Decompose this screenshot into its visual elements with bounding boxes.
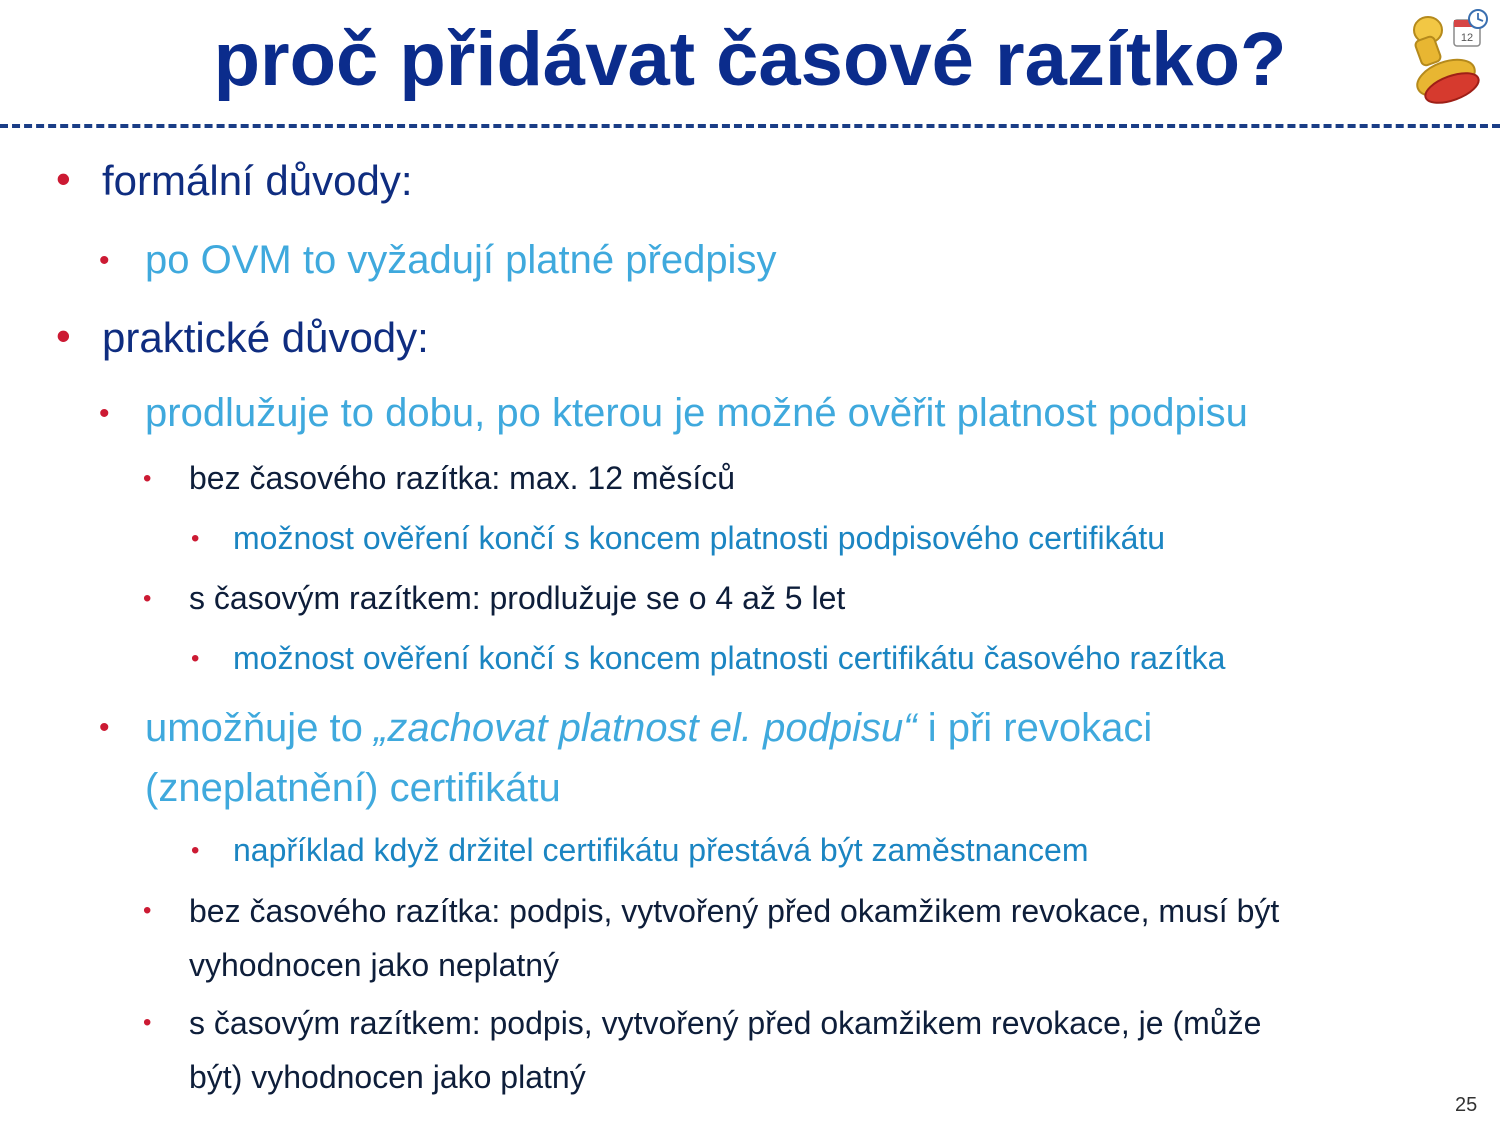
bullet-text: formální důvody: [102,157,413,204]
bullet-without-timestamp-12m [143,460,736,497]
bullet-text-emphasis: „zachovat platnost el. podpisu“ [374,706,917,750]
bullet-with-timestamp-valid [143,996,1262,1104]
bullet-marker: • [99,397,110,430]
bullet-practical-reasons [56,312,429,362]
bullet-marker: • [56,312,71,359]
bullet-without-timestamp-invalid [143,884,1280,992]
bullet-formal-reasons [56,155,413,205]
bullet-text-line2: vyhodnocen jako neplatný [189,947,560,983]
bullet-marker: • [191,645,200,672]
bullet-text: možnost ověření končí s koncem platnosti certifikátu časového razítka [233,640,1226,676]
bullet-marker: • [191,525,200,552]
page-number: 25 [1455,1094,1478,1116]
bullet-preserve-validity [99,698,1153,818]
bullet-ovm-regulations [99,238,777,283]
bullet-marker: • [143,465,152,492]
title-divider [0,124,1500,128]
time-stamp-icon [1398,8,1490,104]
bullet-text: možnost ověření končí s koncem platnosti podpisového certifikátu [233,520,1166,556]
bullet-text-part: i při revokaci [916,706,1153,750]
bullet-marker: • [191,837,200,864]
bullet-text: bez časového razítka: max. 12 měsíců [189,460,736,496]
bullet-text-part: umožňuje to [145,706,375,750]
svg-text:12: 12 [1460,32,1474,44]
bullet-text-line1: bez časového razítka: podpis, vytvořený před okamžikem revokace, musí být [189,893,1280,929]
bullet-marker: • [143,1009,152,1036]
bullet-text: prodlužuje to dobu, po kterou je možné ověřit platnost podpisu [145,391,1248,435]
bullet-marker: • [99,711,110,744]
bullet-ends-with-tsa-cert [191,640,1226,677]
bullet-extends-validity [99,391,1248,436]
bullet-text-line2: být) vyhodnocen jako platný [189,1059,586,1095]
bullet-text: po OVM to vyžadují platné předpisy [145,238,777,282]
bullet-text: například když držitel certifikátu přestává být zaměstnancem [233,832,1089,868]
bullet-example-employee [191,832,1089,869]
bullet-marker: • [56,155,71,202]
bullet-text: s časovým razítkem: prodlužuje se o 4 až 5 let [189,580,846,616]
bullet-marker: • [99,244,110,277]
bullet-ends-with-signing-cert [191,520,1166,557]
bullet-marker: • [143,897,152,924]
slide-title: proč přidávat časové razítko? [213,17,1287,102]
bullet-text-line1: s časovým razítkem: podpis, vytvořený před okamžikem revokace, je (může [189,1005,1262,1041]
bullet-text: praktické důvody: [102,314,429,361]
bullet-with-timestamp-extends [143,580,846,617]
bullet-marker: • [143,585,152,612]
bullet-text-line2: (zneplatnění) certifikátu [145,766,561,810]
